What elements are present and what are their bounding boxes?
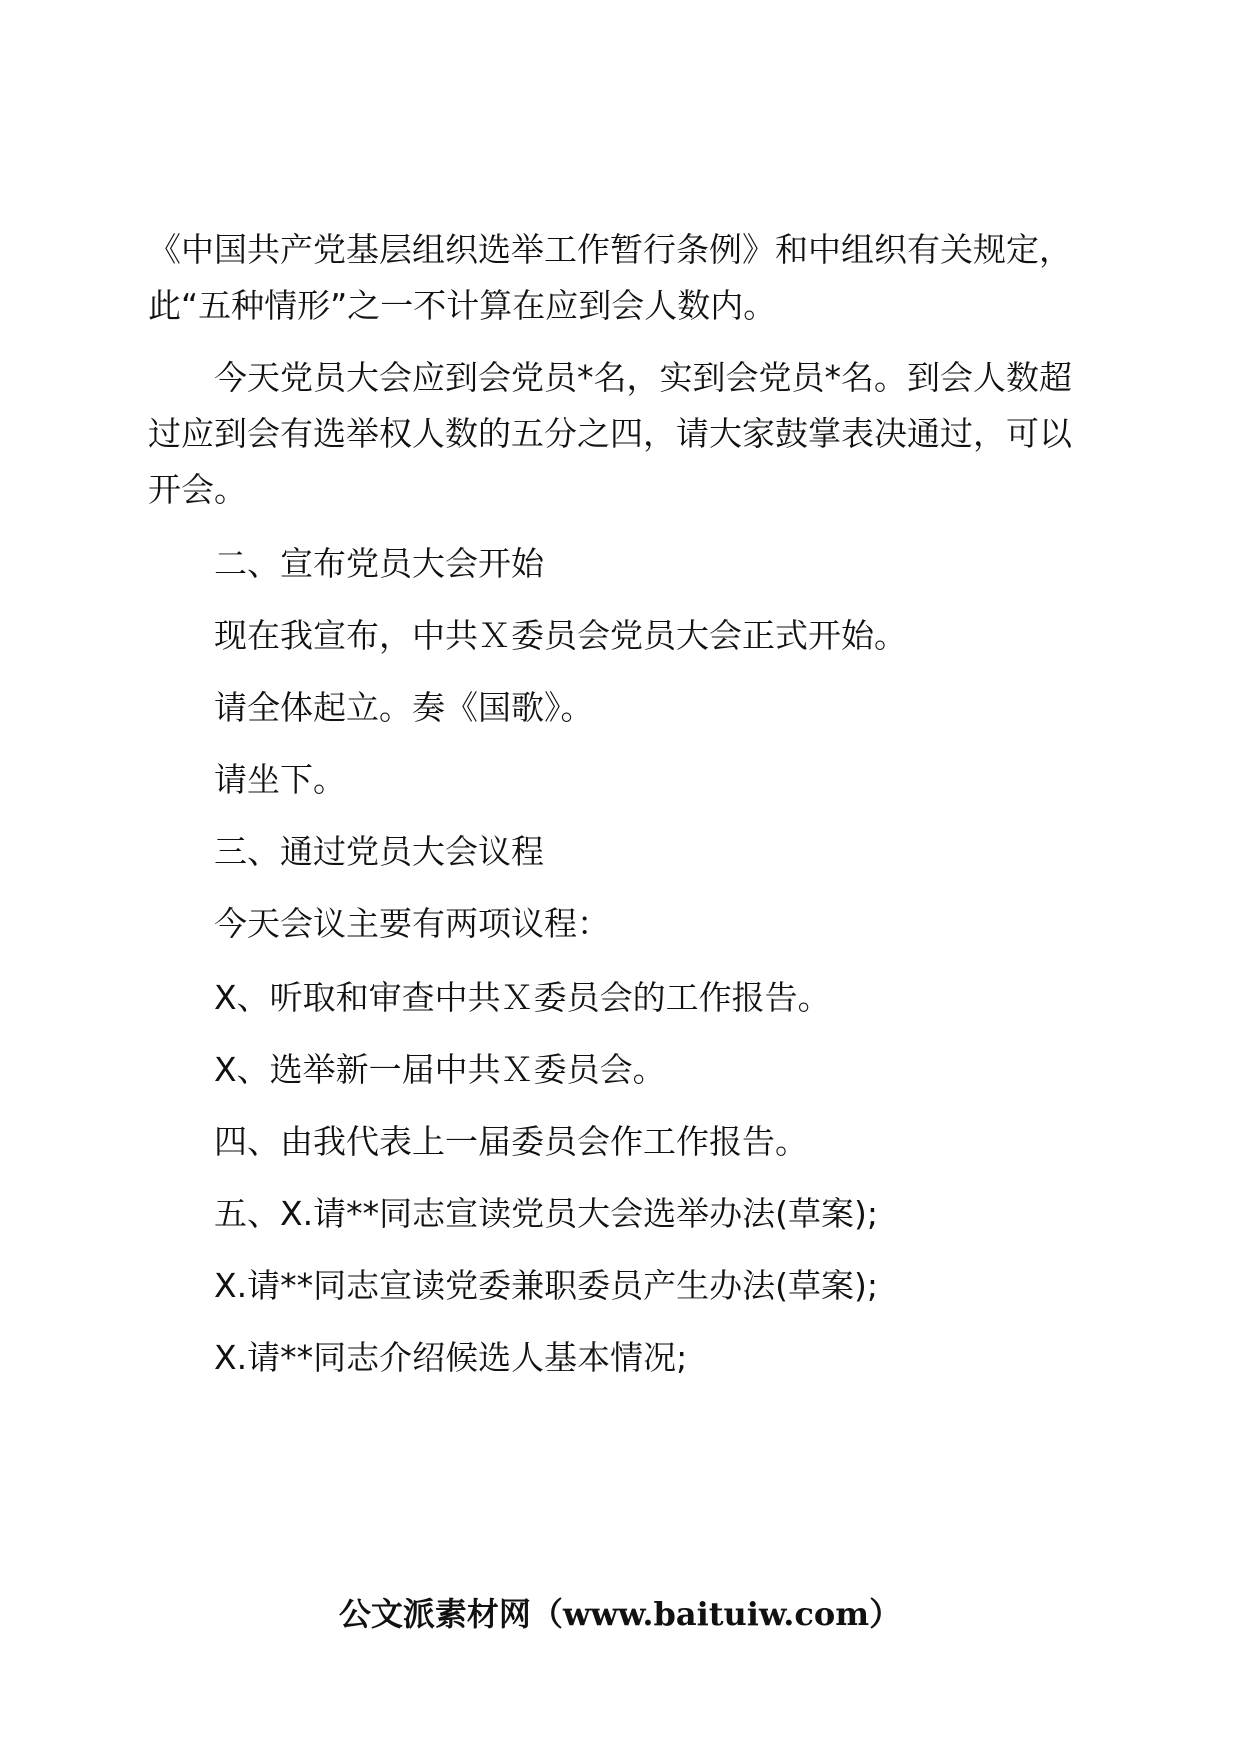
list-item: X.请**同志介绍候选人基本情况;: [214, 1338, 688, 1377]
text-line: 过应到会有选举权人数的五分之四，请大家鼓掌表决通过，可以: [148, 414, 1072, 453]
paragraph-line: 请坐下。: [214, 760, 346, 799]
list-item: X、选举新一届中共Ｘ委员会。: [214, 1050, 666, 1089]
list-item: X.请**同志宣读党委兼职委员产生办法(草案);: [214, 1266, 878, 1305]
paragraph-line: 今天会议主要有两项议程：: [214, 904, 610, 943]
section-heading: 四、由我代表上一届委员会作工作报告。: [214, 1122, 808, 1161]
section-heading: 五、X.请**同志宣读党员大会选举办法(草案);: [214, 1194, 878, 1233]
footer-watermark: 公文派素材网（www.baituiw.com）: [338, 1595, 902, 1633]
paragraph-line: 现在我宣布，中共Ｘ委员会党员大会正式开始。: [214, 616, 907, 655]
text-line: 开会。: [148, 470, 247, 509]
section-heading: 三、通过党员大会议程: [214, 832, 544, 871]
section-heading: 二、宣布党员大会开始: [214, 544, 544, 583]
text-line: 《中国共产党基层组织选举工作暂行条例》和中组织有关规定，: [148, 230, 1072, 269]
list-item: X、听取和审查中共Ｘ委员会的工作报告。: [214, 978, 831, 1017]
text-line: 此“五种情形”之一不计算在应到会人数内。: [148, 286, 777, 325]
paragraph-start-line: 今天党员大会应到会党员*名，实到会党员*名。到会人数超: [214, 358, 1072, 397]
paragraph-line: 请全体起立。奏《国歌》。: [214, 688, 594, 727]
